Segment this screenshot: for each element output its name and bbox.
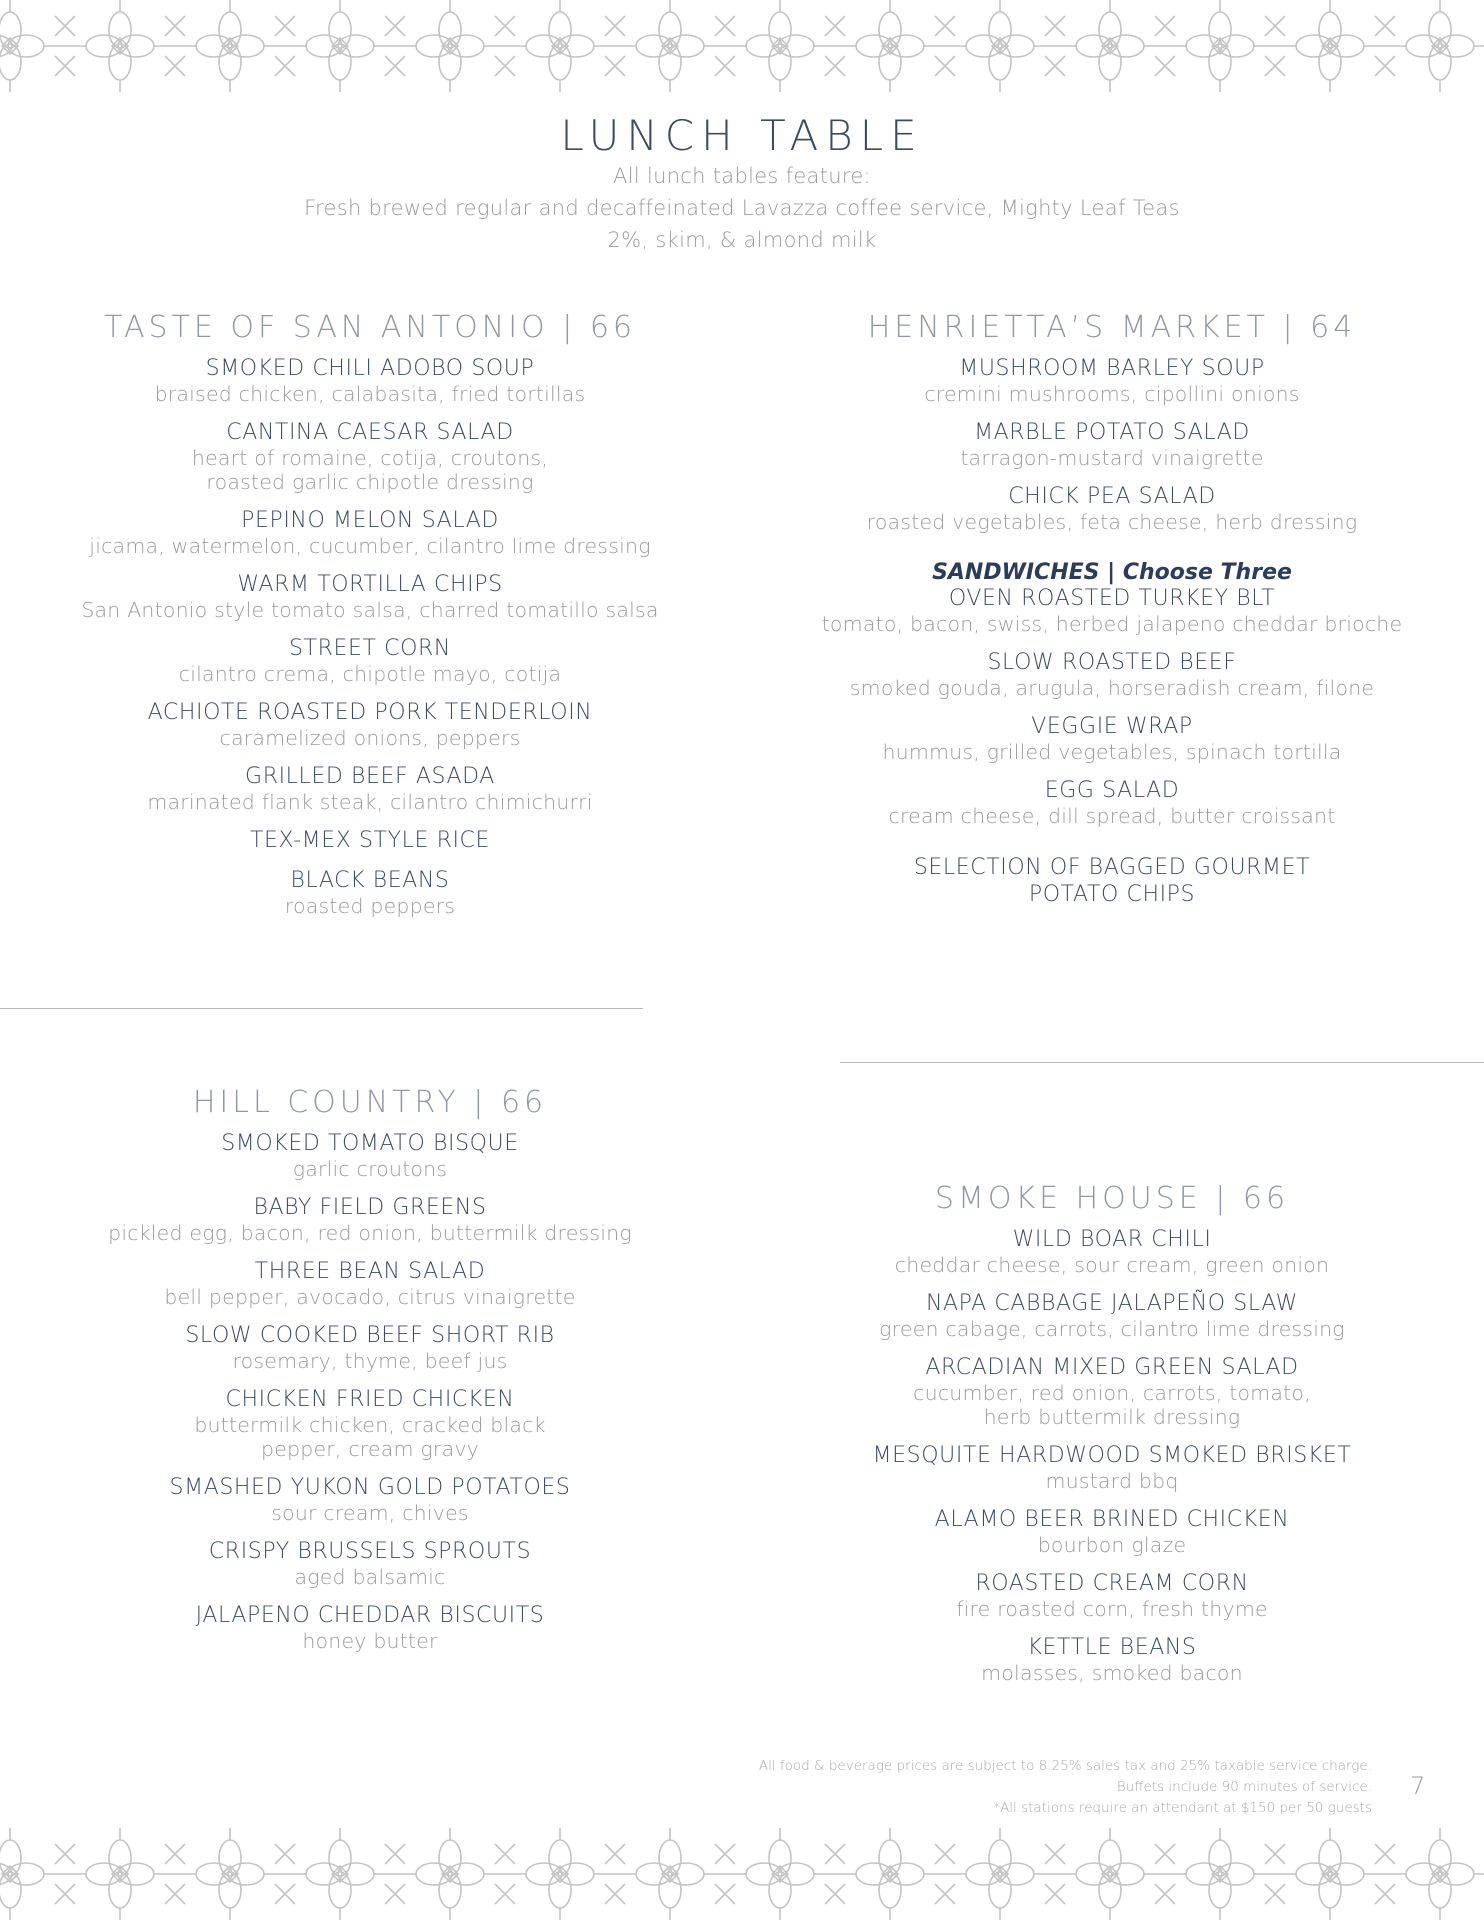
menu-item-description: cucumber, red onion, carrots, tomato, bbox=[913, 1381, 1311, 1405]
pattern-motif bbox=[725, 0, 845, 92]
divider-left bbox=[0, 1008, 643, 1009]
chips-line: POTATO CHIPS bbox=[1028, 882, 1196, 907]
menu-item-description: roasted peppers bbox=[284, 894, 456, 918]
intro-line: All lunch tables feature: bbox=[613, 164, 871, 188]
menu-item bbox=[50, 1603, 690, 1653]
section-henriettas-market bbox=[792, 308, 1432, 908]
menu-item bbox=[50, 1323, 690, 1373]
menu-item-description: heart of romaine, cotija, croutons, bbox=[191, 446, 549, 470]
menu-item-description: tomato, bacon, swiss, herbed jalapeno cheddar brioche bbox=[821, 612, 1403, 636]
menu-item bbox=[792, 420, 1432, 470]
menu-item-description: tarragon-mustard vinaigrette bbox=[960, 446, 1264, 470]
pattern-motif bbox=[835, 1828, 955, 1920]
pattern-motif bbox=[1385, 0, 1484, 92]
pattern-motif bbox=[175, 0, 295, 92]
menu-item-description: caramelized onions, peppers bbox=[219, 726, 521, 750]
pattern-motif bbox=[1055, 0, 1175, 92]
menu-item-name: CHICK PEA SALAD bbox=[1008, 484, 1216, 509]
chips-item bbox=[792, 854, 1432, 908]
menu-item-name: TEX-MEX STYLE RICE bbox=[249, 828, 491, 853]
divider-right bbox=[840, 1062, 1484, 1063]
menu-item-description: cremini mushrooms, cipollini onions bbox=[924, 382, 1300, 406]
menu-item bbox=[792, 1227, 1432, 1277]
page-title: LUNCH TABLE bbox=[560, 111, 924, 160]
menu-item-name: OVEN ROASTED TURKEY BLT bbox=[948, 586, 1276, 611]
section-title: HENRIETTA’S MARKET | 64 bbox=[867, 310, 1357, 345]
menu-item bbox=[50, 828, 690, 854]
menu-item-description: marinated flank steak, cilantro chimichurri bbox=[147, 790, 593, 814]
menu-item-name: THREE BEAN SALAD bbox=[254, 1259, 486, 1284]
menu-item-description: San Antonio style tomato salsa, charred tomatillo salsa bbox=[81, 598, 659, 622]
page-number: 7 bbox=[1410, 1772, 1426, 1800]
menu-item bbox=[50, 420, 690, 494]
menu-item-description: cheddar cheese, sour cream, green onion bbox=[894, 1253, 1330, 1277]
menu-item-name: SMOKED TOMATO BISQUE bbox=[221, 1131, 519, 1156]
menu-item-name: MARBLE POTATO SALAD bbox=[974, 420, 1250, 445]
menu-item-description: roasted vegetables, feta cheese, herb dressing bbox=[866, 510, 1358, 534]
pattern-motif bbox=[1275, 1828, 1395, 1920]
pattern-motif bbox=[945, 0, 1065, 92]
pattern-motif bbox=[0, 1828, 75, 1920]
chips-line: SELECTION OF BAGGED GOURMET bbox=[913, 855, 1311, 880]
menu-item-name: MUSHROOM BARLEY SOUP bbox=[959, 356, 1265, 381]
pattern-motif bbox=[175, 1828, 295, 1920]
bottom-decorative-pattern bbox=[0, 1828, 1484, 1920]
menu-item bbox=[50, 1475, 690, 1525]
pattern-motif bbox=[65, 1828, 185, 1920]
menu-item-description: bourbon glaze bbox=[1037, 1533, 1187, 1557]
menu-item-name: SLOW COOKED BEEF SHORT RIB bbox=[185, 1323, 555, 1348]
menu-item-list bbox=[792, 356, 1432, 534]
page-header bbox=[0, 112, 1484, 256]
menu-item-description: fire roasted corn, fresh thyme bbox=[956, 1597, 1268, 1621]
pattern-motif bbox=[285, 1828, 405, 1920]
menu-item-name: WILD BOAR CHILI bbox=[1012, 1227, 1212, 1252]
menu-item bbox=[50, 1131, 690, 1181]
menu-item-description: pepper, cream gravy bbox=[261, 1437, 479, 1461]
menu-item-name: PEPINO MELON SALAD bbox=[241, 508, 499, 533]
menu-item-description: garlic croutons bbox=[292, 1157, 448, 1181]
pattern-motif bbox=[835, 0, 955, 92]
pattern-motif bbox=[615, 1828, 735, 1920]
menu-item-name: CRISPY BRUSSELS SPROUTS bbox=[208, 1539, 532, 1564]
menu-item-name: MESQUITE HARDWOOD SMOKED BRISKET bbox=[872, 1443, 1352, 1468]
menu-item bbox=[50, 1195, 690, 1245]
pattern-motif bbox=[285, 0, 405, 92]
pattern-motif bbox=[945, 1828, 1065, 1920]
menu-item bbox=[792, 586, 1432, 636]
menu-item-name: CANTINA CAESAR SALAD bbox=[226, 420, 514, 445]
menu-item bbox=[792, 778, 1432, 828]
pattern-motif bbox=[1055, 1828, 1175, 1920]
menu-item bbox=[50, 1387, 690, 1461]
menu-item bbox=[50, 1539, 690, 1589]
menu-item-name: STREET CORN bbox=[289, 636, 451, 661]
menu-item-description: herb buttermilk dressing bbox=[983, 1405, 1241, 1429]
menu-item bbox=[50, 700, 690, 750]
section-hill-country bbox=[50, 1083, 690, 1667]
menu-item-list bbox=[50, 1131, 690, 1653]
menu-item bbox=[50, 508, 690, 558]
menu-item-list bbox=[50, 356, 690, 918]
menu-item-description: pickled egg, bacon, red onion, buttermilk dressing bbox=[108, 1221, 632, 1245]
section-title: TASTE OF SAN ANTONIO | 66 bbox=[103, 310, 637, 345]
menu-item-name: ARCADIAN MIXED GREEN SALAD bbox=[925, 1355, 1299, 1380]
pattern-motif bbox=[395, 0, 515, 92]
pattern-motif bbox=[65, 0, 185, 92]
top-decorative-pattern bbox=[0, 0, 1484, 92]
footer-notes bbox=[759, 1756, 1372, 1819]
intro-line: Fresh brewed regular and decaffeinated Lavazza coffee service, Mighty Leaf Teas bbox=[304, 196, 1180, 220]
pattern-motif bbox=[1165, 0, 1285, 92]
pattern-motif bbox=[725, 1828, 845, 1920]
menu-item bbox=[792, 1355, 1432, 1429]
pattern-motif bbox=[1385, 1828, 1484, 1920]
menu-item-description: braised chicken, calabasita, fried tortillas bbox=[154, 382, 586, 406]
menu-item-description: bell pepper, avocado, citrus vinaigrette bbox=[164, 1285, 576, 1309]
menu-item-description: jicama, watermelon, cucumber, cilantro lime dressing bbox=[89, 534, 651, 558]
menu-item-description: cilantro crema, chipotle mayo, cotija bbox=[178, 662, 562, 686]
menu-item-name: VEGGIE WRAP bbox=[1031, 714, 1193, 739]
menu-item-list bbox=[792, 1227, 1432, 1685]
footer-line: *All stations require an attendant at $150 per 50 guests bbox=[993, 1800, 1372, 1816]
menu-item bbox=[792, 714, 1432, 764]
menu-item-name: BLACK BEANS bbox=[290, 868, 450, 893]
pattern-motif bbox=[395, 1828, 515, 1920]
menu-item-name: JALAPENO CHEDDAR BISCUITS bbox=[195, 1603, 545, 1628]
menu-item-name: NAPA CABBAGE JALAPEÑO SLAW bbox=[925, 1291, 1299, 1316]
menu-item-name: EGG SALAD bbox=[1044, 778, 1180, 803]
menu-item-name: WARM TORTILLA CHIPS bbox=[237, 572, 503, 597]
pattern-motif bbox=[1165, 1828, 1285, 1920]
menu-item bbox=[50, 356, 690, 406]
menu-item-name: SMOKED CHILI ADOBO SOUP bbox=[205, 356, 535, 381]
menu-item bbox=[50, 764, 690, 814]
menu-item bbox=[792, 1507, 1432, 1557]
menu-item-description: aged balsamic bbox=[294, 1565, 446, 1589]
menu-item-description: molasses, smoked bacon bbox=[981, 1661, 1243, 1685]
pattern-motif bbox=[615, 0, 735, 92]
menu-item-name: ALAMO BEER BRINED CHICKEN bbox=[934, 1507, 1290, 1532]
menu-item bbox=[792, 484, 1432, 534]
menu-item bbox=[50, 636, 690, 686]
menu-item-name: GRILLED BEEF ASADA bbox=[245, 764, 495, 789]
menu-item-description: green cabage, carrots, cilantro lime dressing bbox=[879, 1317, 1345, 1341]
menu-item bbox=[792, 1443, 1432, 1493]
menu-item bbox=[792, 1635, 1432, 1685]
menu-item-description: hummus, grilled vegetables, spinach tortilla bbox=[882, 740, 1342, 764]
menu-item-name: KETTLE BEANS bbox=[1027, 1635, 1197, 1660]
menu-item-name: SLOW ROASTED BEEF bbox=[987, 650, 1237, 675]
menu-item-description: sour cream, chives bbox=[271, 1501, 469, 1525]
menu-item-description: cream cheese, dill spread, butter croissant bbox=[888, 804, 1336, 828]
sandwich-list bbox=[792, 586, 1432, 828]
section-title: SMOKE HOUSE | 66 bbox=[934, 1181, 1290, 1216]
section-smoke-house bbox=[792, 1179, 1432, 1699]
menu-item-name: BABY FIELD GREENS bbox=[253, 1195, 487, 1220]
menu-item-description: rosemary, thyme, beef jus bbox=[232, 1349, 508, 1373]
menu-item-name: CHICKEN FRIED CHICKEN bbox=[225, 1387, 515, 1412]
footer-line: All food & beverage prices are subject to 8.25% sales tax and 25% taxable service charge. bbox=[758, 1758, 1372, 1774]
menu-item-name: ROASTED CREAM CORN bbox=[975, 1571, 1249, 1596]
intro-line: 2%, skim, & almond milk bbox=[607, 228, 877, 252]
pattern-motif bbox=[1275, 0, 1395, 92]
menu-item-description: buttermilk chicken, cracked black bbox=[194, 1413, 546, 1437]
footer-line: Buffets include 90 minutes of service. bbox=[1116, 1779, 1372, 1795]
pattern-motif bbox=[505, 1828, 625, 1920]
pattern-motif bbox=[0, 0, 75, 92]
menu-item-name: SMASHED YUKON GOLD POTATOES bbox=[169, 1475, 571, 1500]
menu-item bbox=[50, 1259, 690, 1309]
menu-item bbox=[50, 868, 690, 918]
menu-item bbox=[50, 572, 690, 622]
section-taste-of-san-antonio bbox=[50, 308, 690, 932]
menu-item bbox=[792, 650, 1432, 700]
menu-item-description: honey butter bbox=[302, 1629, 438, 1653]
menu-item bbox=[792, 356, 1432, 406]
menu-item-description: smoked gouda, arugula, horseradish cream, filone bbox=[849, 676, 1375, 700]
sandwiches-heading: SANDWICHES | Choose Three bbox=[932, 560, 1292, 585]
pattern-motif bbox=[505, 0, 625, 92]
section-title: HILL COUNTRY | 66 bbox=[192, 1085, 548, 1120]
menu-item-description: mustard bbq bbox=[1045, 1469, 1179, 1493]
menu-item bbox=[792, 1291, 1432, 1341]
menu-item-description: roasted garlic chipotle dressing bbox=[206, 470, 534, 494]
menu-item-name: ACHIOTE ROASTED PORK TENDERLOIN bbox=[147, 700, 593, 725]
menu-item bbox=[792, 1571, 1432, 1621]
